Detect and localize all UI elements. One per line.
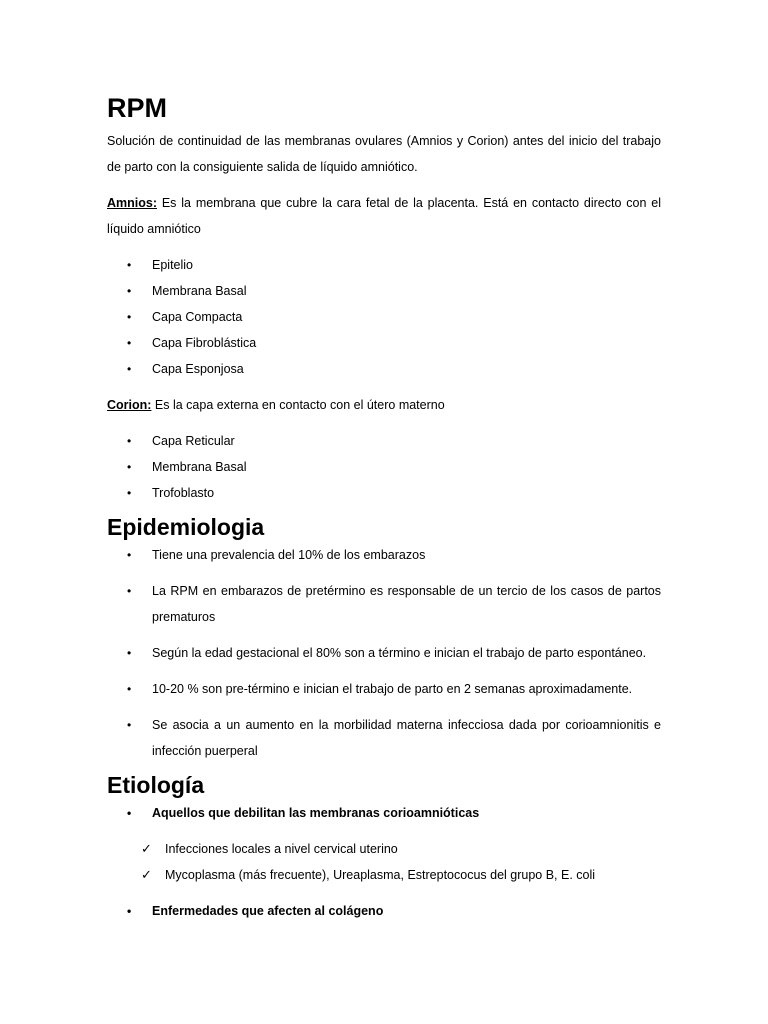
list-item [107, 252, 661, 278]
list-item [107, 356, 661, 382]
amnios-term: Amnios: [107, 196, 157, 210]
corion-term: Corion: [107, 398, 152, 412]
list-item-text: Capa Compacta [152, 310, 243, 324]
bullet-icon: • [127, 362, 132, 376]
list-item-text: Membrana Basal [152, 460, 247, 474]
amnios-definition: Es la membrana que cubre la cara fetal de la placenta. Está en contacto directo con el líquido amniótico [107, 196, 661, 236]
etiologia-heading: Etiología [107, 772, 205, 798]
list-item [107, 578, 661, 630]
list-item [107, 304, 661, 330]
bullet-icon: • [127, 682, 132, 696]
list-item [107, 640, 661, 666]
list-item-text: Epitelio [152, 258, 193, 272]
bullet-icon: • [127, 284, 132, 298]
list-item [107, 712, 661, 764]
list-item-text: Tiene una prevalencia del 10% de los embarazos [152, 548, 426, 562]
bullet-icon: • [127, 486, 132, 500]
list-item-text: Capa Reticular [152, 434, 235, 448]
check-icon: ✓ [141, 841, 152, 856]
bullet-icon: • [127, 904, 132, 918]
amnios-paragraph [107, 190, 661, 242]
list-item-text: Membrana Basal [152, 284, 247, 298]
list-item [107, 480, 661, 506]
document-page [107, 88, 661, 924]
bullet-icon: • [127, 548, 132, 562]
list-item [107, 330, 661, 356]
bullet-icon: • [127, 258, 132, 272]
list-item [107, 542, 661, 568]
list-item [107, 800, 661, 826]
corion-layer-list [107, 428, 661, 506]
bullet-icon: • [127, 310, 132, 324]
list-item-text: Mycoplasma (más frecuente), Ureaplasma, Estreptococus del grupo B, E. coli [165, 868, 596, 882]
list-item [107, 836, 661, 862]
bullet-icon: • [127, 646, 132, 660]
bullet-icon: • [127, 806, 132, 820]
bullet-icon: • [127, 584, 132, 598]
list-item [107, 862, 661, 888]
bullet-icon: • [127, 434, 132, 448]
list-item-text: Infecciones locales a nivel cervical uterino [165, 842, 398, 856]
list-item [107, 898, 661, 924]
corion-paragraph [107, 392, 661, 418]
bullet-icon: • [127, 336, 132, 350]
check-icon: ✓ [141, 867, 152, 882]
list-item-text: 10-20 % son pre-término e inician el trabajo de parto en 2 semanas aproximadamente. [152, 682, 633, 696]
epidemiologia-heading: Epidemiologia [107, 514, 265, 540]
document-title: RPM [107, 93, 167, 123]
bullet-icon: • [127, 460, 132, 474]
list-item [107, 454, 661, 480]
list-item-text: Enfermedades que afecten al colágeno [152, 904, 384, 918]
list-item [107, 278, 661, 304]
bullet-icon: • [127, 718, 132, 732]
list-item-text: Capa Fibroblástica [152, 336, 257, 350]
list-item-text: La RPM en embarazos de pretérmino es responsable de un tercio de los casos de partos prematuros [152, 584, 661, 624]
list-item-text: Según la edad gestacional el 80% son a término e inician el trabajo de parto espontáneo. [152, 646, 647, 660]
list-item-text: Capa Esponjosa [152, 362, 244, 376]
list-item [107, 428, 661, 454]
list-item-text: Se asocia a un aumento en la morbilidad materna infecciosa dada por corioamnionitis e infección puerperal [152, 718, 661, 758]
corion-definition: Es la capa externa en contacto con el útero materno [151, 398, 445, 412]
list-item-text: Aquellos que debilitan las membranas corioamnióticas [152, 806, 480, 820]
etiologia-list [107, 800, 661, 924]
amnios-layer-list [107, 252, 661, 382]
intro-paragraph: Solución de continuidad de las membranas ovulares (Amnios y Corion) antes del inicio del trabajo de parto con la consiguiente salida de líquido amniótico. [107, 134, 661, 174]
list-item [107, 676, 661, 702]
list-item-text: Trofoblasto [152, 486, 215, 500]
epidemiologia-list [107, 542, 661, 764]
